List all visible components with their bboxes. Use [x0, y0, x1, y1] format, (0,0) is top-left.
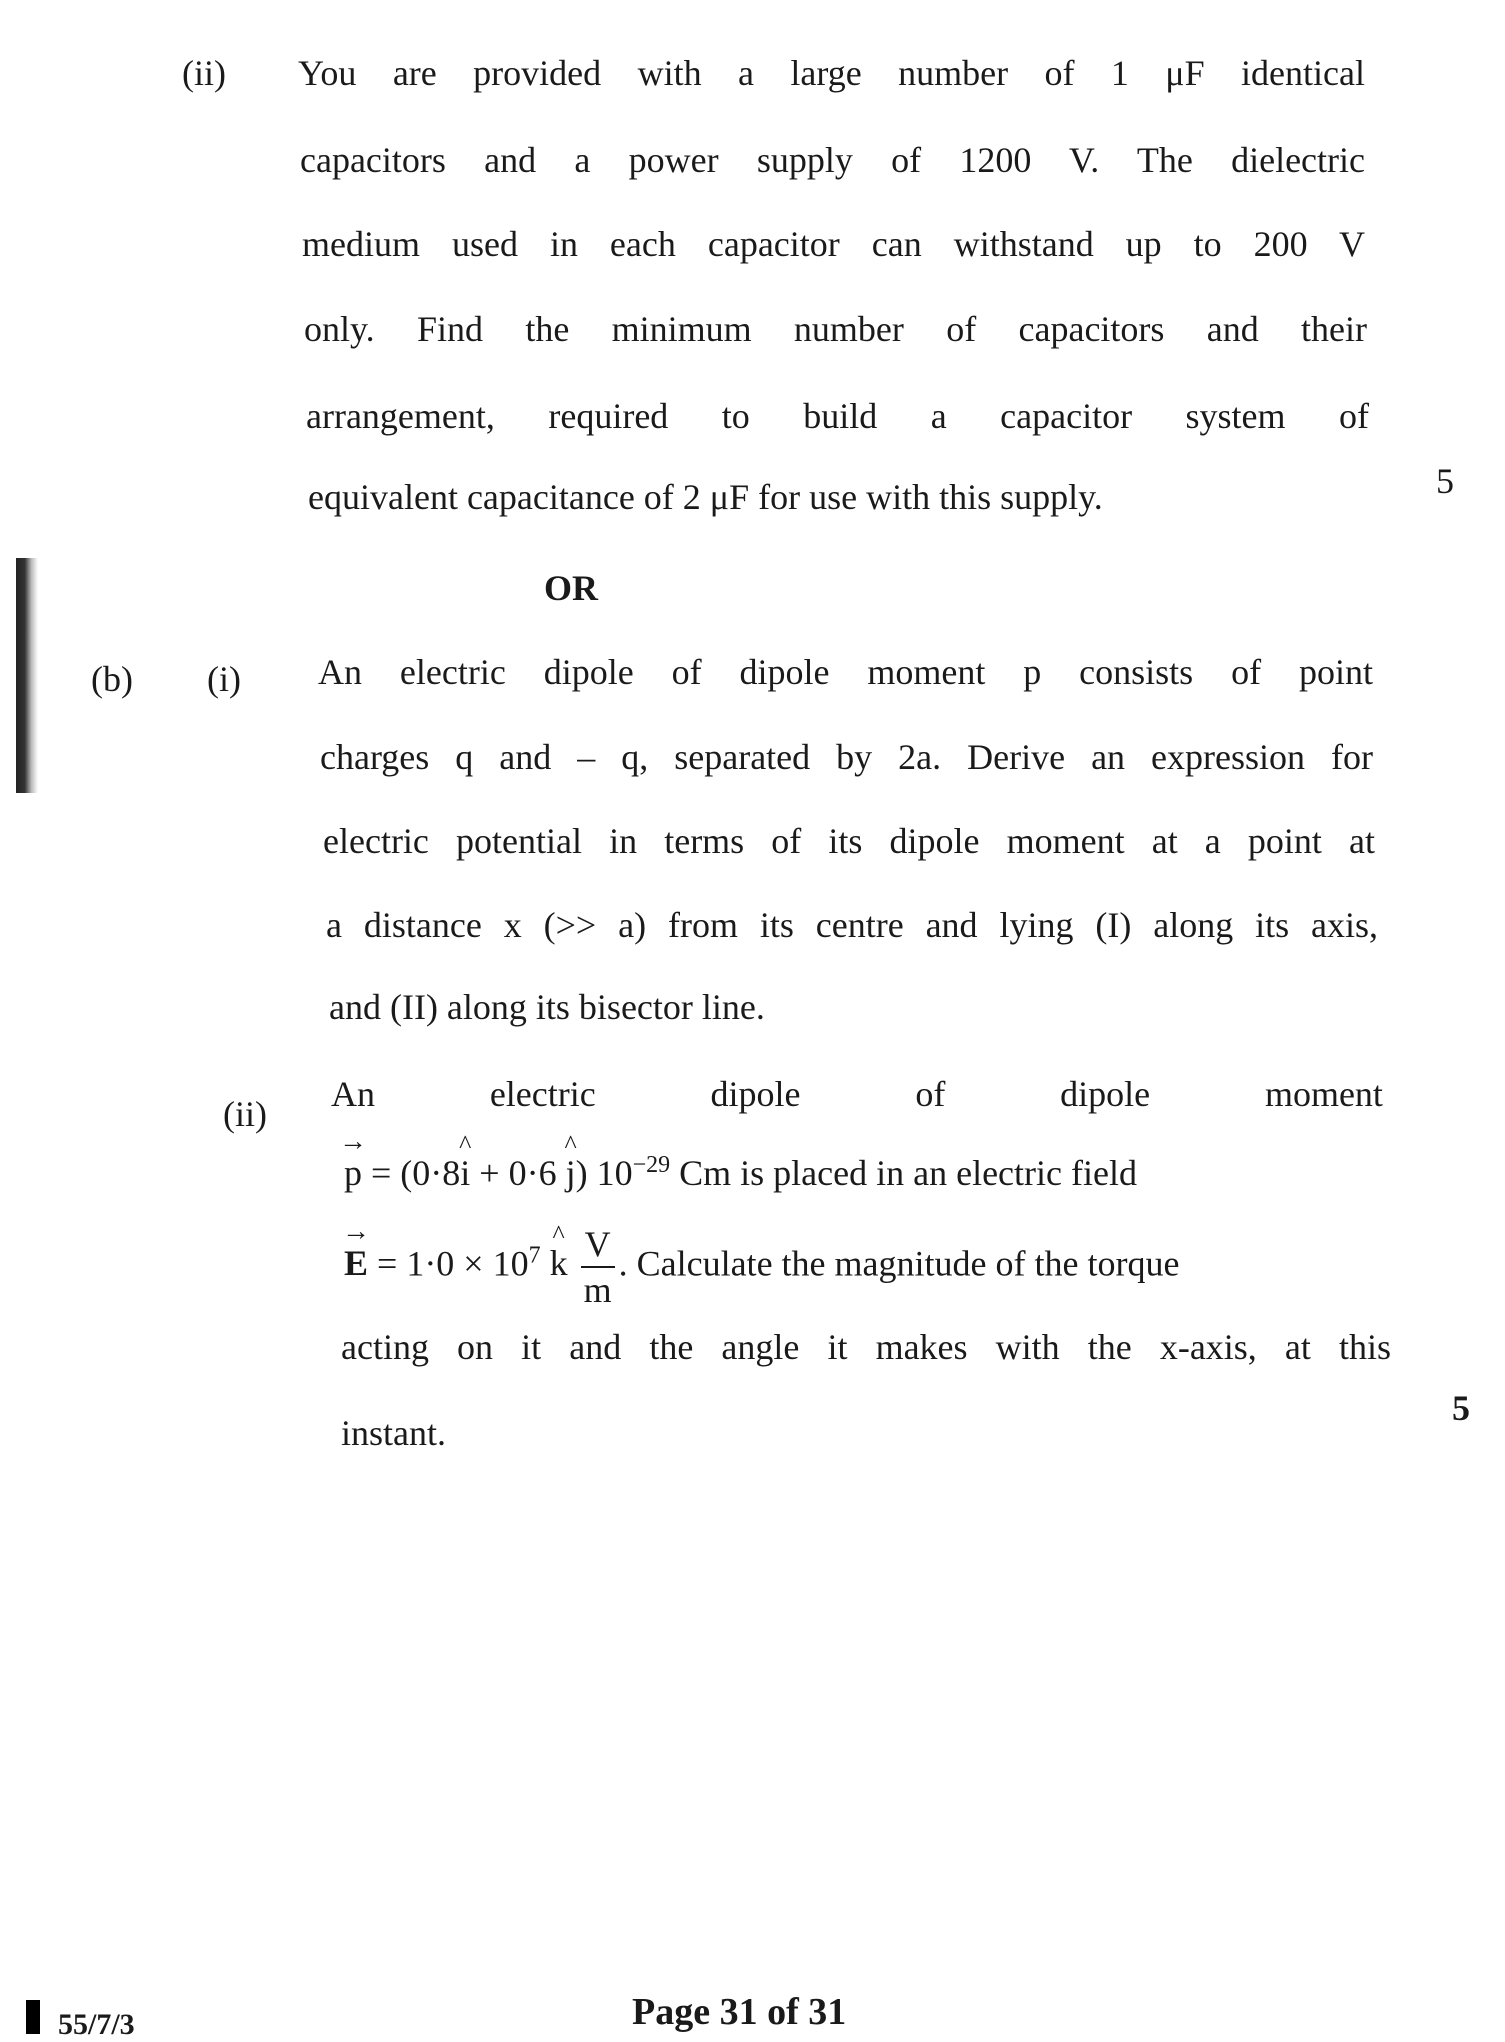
unit-vector-i: [459, 1130, 472, 1194]
vector-p: [339, 1126, 367, 1194]
marks-label: 5: [1452, 1388, 1470, 1428]
unit-vector-j: [564, 1130, 577, 1194]
expr: + 0·6: [479, 1153, 557, 1193]
vector-e: [342, 1216, 370, 1284]
question-text-line: medium used in each capacitor can withstand up to 200 V: [302, 224, 1365, 264]
dipole-moment-equation: [339, 1126, 1137, 1194]
hat-icon: ^: [552, 1220, 565, 1250]
question-text-line: capacitors and a power supply of 1200 V. The dielectric: [300, 140, 1365, 180]
expr: Cm is placed in an electric field: [679, 1153, 1137, 1193]
vector-arrow-icon: →: [342, 1216, 370, 1248]
expr: = 1·0 × 10: [377, 1243, 529, 1284]
word: electric: [489, 1074, 596, 1114]
question-text-line: a distance x (>> a) from its centre and lying (I) along its axis,: [326, 905, 1378, 945]
electric-field-equation: [342, 1216, 1180, 1310]
unit-vector-k: [549, 1220, 568, 1284]
word: dipole: [1060, 1074, 1151, 1114]
question-label-b-ii: (ii): [223, 1094, 267, 1134]
vector-arrow-icon: →: [339, 1126, 367, 1157]
question-text-line: instant.: [341, 1413, 446, 1453]
word: dipole: [710, 1074, 801, 1114]
footer-bar-mark: [26, 2000, 40, 2034]
word: moment: [1264, 1074, 1383, 1114]
or-separator: OR: [544, 568, 598, 608]
hat-icon: ^: [564, 1130, 577, 1159]
exponent: 7: [528, 1242, 541, 1269]
word: of: [915, 1074, 946, 1114]
question-label-b-i: (i): [207, 659, 241, 699]
question-text-line: charges q and – q, separated by 2a. Derive an expression for: [320, 737, 1373, 777]
paper-code: 55/7/3: [58, 2008, 135, 2041]
expr: ) 10: [575, 1153, 633, 1193]
question-text-line: acting on it and the angle it makes with the x-axis, at this: [341, 1327, 1391, 1367]
question-text-line: [331, 1073, 1383, 1115]
hat-icon: ^: [459, 1130, 472, 1159]
question-label-b: (b): [91, 659, 133, 699]
exponent: −29: [632, 1152, 671, 1178]
symbol: i: [460, 1153, 471, 1193]
question-label-a-ii: (ii): [182, 53, 226, 93]
unit-fraction: [581, 1226, 615, 1308]
symbol: j: [565, 1153, 576, 1193]
symbol: E: [344, 1243, 369, 1284]
question-text-line: You are provided with a large number of 1 μF identical: [298, 53, 1365, 93]
expr: . Calculate the magnitude of the torque: [618, 1243, 1180, 1284]
word: An: [331, 1074, 375, 1114]
denominator: m: [583, 1270, 612, 1310]
question-text-line: An electric dipole of dipole moment p consists of point: [318, 652, 1373, 692]
question-text-line: equivalent capacitance of 2 μF for use with this supply.: [308, 477, 1103, 517]
expr: = (0·8: [371, 1153, 461, 1193]
question-text-line: and (II) along its bisector line.: [329, 987, 765, 1027]
page-number: Page 31 of 31: [632, 1991, 847, 2033]
scan-margin-mark: [16, 558, 38, 793]
question-text-line: only. Find the minimum number of capacitors and their: [304, 309, 1367, 349]
symbol: k: [549, 1243, 568, 1284]
symbol: p: [344, 1153, 362, 1193]
marks-label: 5: [1436, 461, 1454, 501]
question-text-line: arrangement, required to build a capacitor system of: [306, 396, 1369, 436]
question-text-line: electric potential in terms of its dipole moment at a point at: [323, 821, 1375, 861]
numerator: V: [581, 1226, 615, 1268]
